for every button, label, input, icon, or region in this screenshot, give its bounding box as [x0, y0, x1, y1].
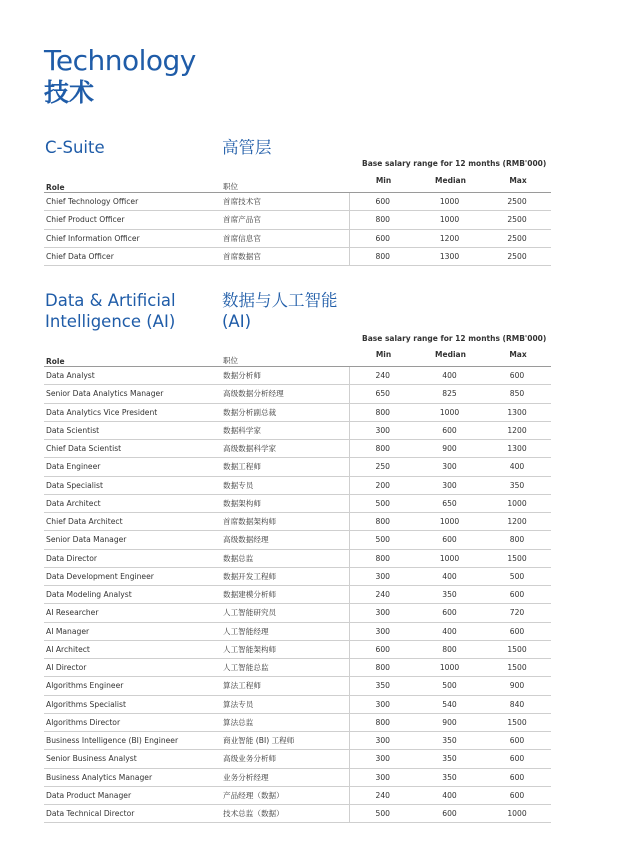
- role-cell: Algorithms Engineer: [44, 677, 221, 695]
- role-cell: Chief Data Officer: [44, 247, 221, 265]
- min-salary-cell: 300: [349, 750, 416, 768]
- median-salary-cell: 825: [416, 385, 483, 403]
- column-header-role-cn: 职位: [221, 350, 349, 367]
- role-cn-cell: 首席信息官: [221, 229, 349, 247]
- median-salary-cell: 300: [416, 458, 483, 476]
- max-salary-cell: 1500: [483, 713, 551, 731]
- median-salary-cell: 900: [416, 713, 483, 731]
- median-salary-cell: 500: [416, 677, 483, 695]
- role-cn-cell: 首席数据官: [221, 247, 349, 265]
- max-salary-cell: 840: [483, 695, 551, 713]
- section-title-data-ai-cn-line1: 数据与人工智能: [222, 291, 338, 310]
- role-cn-cell: 技术总监（数据）: [221, 805, 349, 823]
- role-cn-cell: 数据架构师: [221, 494, 349, 512]
- section-title-data-ai-cn-line2: (AI): [222, 312, 252, 331]
- max-salary-cell: 350: [483, 476, 551, 494]
- median-salary-cell: 400: [416, 567, 483, 585]
- table-row: [44, 367, 551, 385]
- role-cell: Senior Business Analyst: [44, 750, 221, 768]
- role-cn-cell: 算法专员: [221, 695, 349, 713]
- table-row: [44, 385, 551, 403]
- min-salary-cell: 300: [349, 768, 416, 786]
- max-salary-cell: 1500: [483, 549, 551, 567]
- max-salary-cell: 400: [483, 458, 551, 476]
- table-row: [44, 549, 551, 567]
- table-row: [44, 586, 551, 604]
- section-title-data-ai-line2: Intelligence (AI): [45, 312, 176, 331]
- max-salary-cell: 850: [483, 385, 551, 403]
- min-salary-cell: 800: [349, 440, 416, 458]
- role-cn-cell: 人工智能架构师: [221, 640, 349, 658]
- role-cell: Senior Data Analytics Manager: [44, 385, 221, 403]
- role-cn-cell: 数据总监: [221, 549, 349, 567]
- table-row: [44, 805, 551, 823]
- median-salary-cell: 400: [416, 622, 483, 640]
- median-salary-cell: 1000: [416, 403, 483, 421]
- table-row: [44, 247, 551, 265]
- role-cn-cell: 人工智能研究员: [221, 604, 349, 622]
- role-cell: Chief Data Architect: [44, 513, 221, 531]
- table-row: [44, 193, 551, 211]
- table-row: [44, 786, 551, 804]
- c-suite-salary-table: [44, 176, 551, 266]
- role-cell: Data Technical Director: [44, 805, 221, 823]
- median-salary-cell: 600: [416, 604, 483, 622]
- max-salary-cell: 1200: [483, 513, 551, 531]
- min-salary-cell: 800: [349, 659, 416, 677]
- table-row: [44, 494, 551, 512]
- table-row: [44, 659, 551, 677]
- role-cn-cell: 首席产品官: [221, 211, 349, 229]
- max-salary-cell: 600: [483, 622, 551, 640]
- role-cell: AI Researcher: [44, 604, 221, 622]
- role-cell: Chief Data Scientist: [44, 440, 221, 458]
- table-row: [44, 640, 551, 658]
- min-salary-cell: 300: [349, 567, 416, 585]
- median-salary-cell: 600: [416, 531, 483, 549]
- role-cell: Data Specialist: [44, 476, 221, 494]
- table-row: [44, 567, 551, 585]
- max-salary-cell: 1300: [483, 440, 551, 458]
- salary-range-note: Base salary range for 12 months (RMB'000): [362, 159, 547, 168]
- column-header-min: Min: [349, 350, 416, 367]
- min-salary-cell: 800: [349, 211, 416, 229]
- column-header-max: Max: [483, 176, 551, 193]
- table-row: [44, 604, 551, 622]
- column-header-role: Role: [44, 350, 221, 367]
- median-salary-cell: 1000: [416, 513, 483, 531]
- table-row: [44, 403, 551, 421]
- max-salary-cell: 1000: [483, 494, 551, 512]
- role-cn-cell: 数据科学家: [221, 421, 349, 439]
- max-salary-cell: 2500: [483, 247, 551, 265]
- role-cn-cell: 算法工程师: [221, 677, 349, 695]
- max-salary-cell: 1200: [483, 421, 551, 439]
- role-cell: Senior Data Manager: [44, 531, 221, 549]
- section-title-data-ai: [45, 290, 176, 332]
- table-row: [44, 750, 551, 768]
- role-cn-cell: 数据分析师: [221, 367, 349, 385]
- min-salary-cell: 600: [349, 229, 416, 247]
- data-ai-table-body: [44, 367, 551, 823]
- role-cell: AI Manager: [44, 622, 221, 640]
- table-row: [44, 713, 551, 731]
- median-salary-cell: 350: [416, 586, 483, 604]
- median-salary-cell: 400: [416, 786, 483, 804]
- max-salary-cell: 600: [483, 732, 551, 750]
- median-salary-cell: 600: [416, 805, 483, 823]
- column-header-max: Max: [483, 350, 551, 367]
- min-salary-cell: 650: [349, 385, 416, 403]
- table-row: [44, 622, 551, 640]
- role-cell: Data Director: [44, 549, 221, 567]
- min-salary-cell: 800: [349, 247, 416, 265]
- min-salary-cell: 600: [349, 193, 416, 211]
- role-cn-cell: 产品经理（数据）: [221, 786, 349, 804]
- role-cn-cell: 高级数据经理: [221, 531, 349, 549]
- max-salary-cell: 500: [483, 567, 551, 585]
- role-cn-cell: 人工智能总监: [221, 659, 349, 677]
- min-salary-cell: 350: [349, 677, 416, 695]
- table-row: [44, 458, 551, 476]
- role-cell: Algorithms Director: [44, 713, 221, 731]
- salary-range-note: Base salary range for 12 months (RMB'000): [362, 334, 547, 343]
- min-salary-cell: 800: [349, 403, 416, 421]
- role-cell: AI Architect: [44, 640, 221, 658]
- table-row: [44, 476, 551, 494]
- max-salary-cell: 1500: [483, 659, 551, 677]
- section-title-data-ai-line1: Data & Artificial: [45, 291, 176, 310]
- role-cn-cell: 高级业务分析师: [221, 750, 349, 768]
- min-salary-cell: 300: [349, 421, 416, 439]
- role-cell: Data Analytics Vice President: [44, 403, 221, 421]
- median-salary-cell: 800: [416, 640, 483, 658]
- page-title-en: Technology: [44, 44, 196, 77]
- median-salary-cell: 400: [416, 367, 483, 385]
- page-title-cn: 技术: [44, 78, 95, 107]
- column-header-median: Median: [416, 350, 483, 367]
- role-cn-cell: 首席数据架构师: [221, 513, 349, 531]
- column-header-role: Role: [44, 176, 221, 193]
- min-salary-cell: 300: [349, 732, 416, 750]
- table-header-row: [44, 350, 551, 367]
- min-salary-cell: 240: [349, 786, 416, 804]
- min-salary-cell: 240: [349, 586, 416, 604]
- min-salary-cell: 500: [349, 531, 416, 549]
- role-cn-cell: 首席技术官: [221, 193, 349, 211]
- max-salary-cell: 600: [483, 786, 551, 804]
- role-cn-cell: 人工智能经理: [221, 622, 349, 640]
- min-salary-cell: 500: [349, 494, 416, 512]
- median-salary-cell: 600: [416, 421, 483, 439]
- role-cell: Data Architect: [44, 494, 221, 512]
- median-salary-cell: 350: [416, 732, 483, 750]
- role-cell: Data Scientist: [44, 421, 221, 439]
- min-salary-cell: 250: [349, 458, 416, 476]
- role-cell: Data Modeling Analyst: [44, 586, 221, 604]
- data-ai-salary-table: [44, 350, 551, 823]
- role-cell: Chief Technology Officer: [44, 193, 221, 211]
- table-row: [44, 531, 551, 549]
- role-cn-cell: 高级数据分析经理: [221, 385, 349, 403]
- section-title-c-suite-cn: 高管层: [222, 138, 272, 157]
- table-header-row: [44, 176, 551, 193]
- max-salary-cell: 2500: [483, 193, 551, 211]
- median-salary-cell: 1300: [416, 247, 483, 265]
- table-row: [44, 229, 551, 247]
- median-salary-cell: 540: [416, 695, 483, 713]
- max-salary-cell: 2500: [483, 229, 551, 247]
- table-row: [44, 768, 551, 786]
- role-cn-cell: 数据分析副总裁: [221, 403, 349, 421]
- median-salary-cell: 1000: [416, 193, 483, 211]
- max-salary-cell: 600: [483, 768, 551, 786]
- max-salary-cell: 1300: [483, 403, 551, 421]
- role-cell: Chief Information Officer: [44, 229, 221, 247]
- median-salary-cell: 1000: [416, 659, 483, 677]
- column-header-min: Min: [349, 176, 416, 193]
- median-salary-cell: 1000: [416, 549, 483, 567]
- section-title-c-suite: C-Suite: [45, 138, 105, 157]
- max-salary-cell: 720: [483, 604, 551, 622]
- role-cell: Chief Product Officer: [44, 211, 221, 229]
- max-salary-cell: 800: [483, 531, 551, 549]
- table-row: [44, 695, 551, 713]
- role-cell: Business Intelligence (BI) Engineer: [44, 732, 221, 750]
- min-salary-cell: 300: [349, 622, 416, 640]
- role-cell: Data Analyst: [44, 367, 221, 385]
- table-row: [44, 513, 551, 531]
- role-cn-cell: 数据工程师: [221, 458, 349, 476]
- median-salary-cell: 1200: [416, 229, 483, 247]
- page-title: [44, 44, 196, 108]
- role-cell: Data Product Manager: [44, 786, 221, 804]
- role-cell: Algorithms Specialist: [44, 695, 221, 713]
- max-salary-cell: 900: [483, 677, 551, 695]
- min-salary-cell: 800: [349, 713, 416, 731]
- median-salary-cell: 1000: [416, 211, 483, 229]
- role-cn-cell: 数据开发工程师: [221, 567, 349, 585]
- role-cn-cell: 商业智能 (BI) 工程师: [221, 732, 349, 750]
- max-salary-cell: 600: [483, 367, 551, 385]
- table-row: [44, 677, 551, 695]
- role-cn-cell: 数据专员: [221, 476, 349, 494]
- max-salary-cell: 2500: [483, 211, 551, 229]
- median-salary-cell: 350: [416, 768, 483, 786]
- table-row: [44, 732, 551, 750]
- min-salary-cell: 300: [349, 695, 416, 713]
- role-cn-cell: 算法总监: [221, 713, 349, 731]
- role-cell: Business Analytics Manager: [44, 768, 221, 786]
- min-salary-cell: 500: [349, 805, 416, 823]
- min-salary-cell: 800: [349, 549, 416, 567]
- min-salary-cell: 800: [349, 513, 416, 531]
- role-cell: Data Development Engineer: [44, 567, 221, 585]
- min-salary-cell: 600: [349, 640, 416, 658]
- median-salary-cell: 350: [416, 750, 483, 768]
- section-title-data-ai-cn: [222, 290, 338, 332]
- median-salary-cell: 650: [416, 494, 483, 512]
- role-cell: AI Director: [44, 659, 221, 677]
- median-salary-cell: 900: [416, 440, 483, 458]
- role-cn-cell: 高级数据科学家: [221, 440, 349, 458]
- table-row: [44, 211, 551, 229]
- column-header-median: Median: [416, 176, 483, 193]
- min-salary-cell: 200: [349, 476, 416, 494]
- max-salary-cell: 600: [483, 750, 551, 768]
- max-salary-cell: 1000: [483, 805, 551, 823]
- table-row: [44, 440, 551, 458]
- role-cn-cell: 业务分析经理: [221, 768, 349, 786]
- max-salary-cell: 600: [483, 586, 551, 604]
- median-salary-cell: 300: [416, 476, 483, 494]
- max-salary-cell: 1500: [483, 640, 551, 658]
- min-salary-cell: 300: [349, 604, 416, 622]
- role-cell: Data Engineer: [44, 458, 221, 476]
- c-suite-table-body: [44, 193, 551, 266]
- column-header-role-cn: 职位: [221, 176, 349, 193]
- min-salary-cell: 240: [349, 367, 416, 385]
- table-row: [44, 421, 551, 439]
- role-cn-cell: 数据建模分析师: [221, 586, 349, 604]
